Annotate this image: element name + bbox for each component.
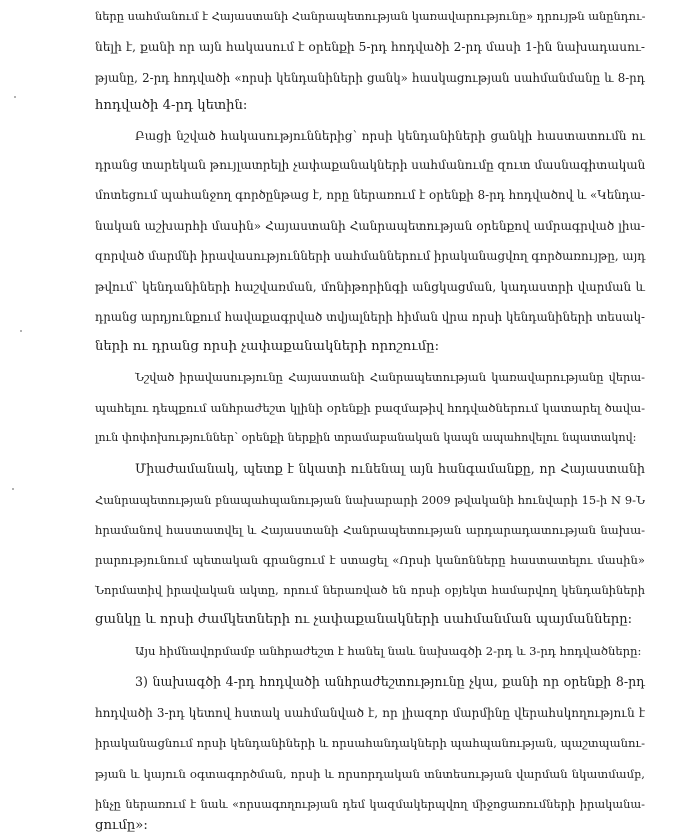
text-line: ների ու դրանց որսի չափաքանակների որոշումը: xyxy=(95,339,440,354)
text-line: ցումը»: xyxy=(95,818,148,833)
text-line: թվում՝ կենդանիների հաշվառման, մոնիթորինգի անցկացման, կադաստրի վարման և xyxy=(95,280,645,294)
scan-speck xyxy=(20,330,22,332)
paragraph-first-line: Նշված իրավասությունը Հայաստանի Հանրապետության կառավարությանը վերա- xyxy=(135,370,645,384)
paragraph-first-line: Միաժամանակ, պետք է նկատի ունենալ այն հանգամանքը, որ Հայաստանի xyxy=(135,461,645,476)
text-line: լուն փոփոխություններ՝ օրենքի ներքին տրամաբանական կապն ապահովելու նպատակով: xyxy=(95,431,637,444)
scan-speck xyxy=(12,488,14,490)
text-line: զորված մարմնի իրավասությունների սահմաններում իրականացվող գործառույթը, այդ xyxy=(95,249,646,263)
text-line: նական աշխարհի մասին» Հայաստանի Հանրապետության օրենքով ամրագրված լիա- xyxy=(95,219,645,233)
text-line: պահելու դեպքում անհրաժեշտ կլինի օրենքի բազմաթիվ հոդվածներում կատարել ծավա- xyxy=(95,401,645,415)
text-line: հրամանով հաստատվել և Հայաստանի Հանրապետության արդարադատության նախա- xyxy=(95,523,645,537)
paragraph-single-line: Այս հիմնավորմամբ անհրաժեշտ է հանել նաև նախագծի 2-րդ և 3-րդ հոդվածները: xyxy=(135,644,642,658)
text-line: Նորմատիվ իրավական ակտը, որում ներառված են որսի օբյեկտ համարվող կենդանիների xyxy=(95,583,645,597)
text-line: րարությունում պետական գրանցում է ստացել «Որսի կանոնները հաստատելու մասին» xyxy=(95,553,645,567)
text-line: մոտեցում պահանջող գործընթաց է, որը ներառում է օրենքի 8-րդ հոդվածով և «Կենդա- xyxy=(95,188,645,202)
text-line: հոդվածի 3-րդ կետով հստակ սահմանված է, որ լիազոր մարմինը վերահսկողություն է xyxy=(95,706,645,720)
text-line: նելի է, քանի որ այն հակասում է օրենքի 5-րդ հոդվածի 2-րդ մասի 1-ին նախադասու- xyxy=(95,40,645,54)
text-line: ինչը ներառում է նաև «որսագողության դեմ կազմակերպվող միջոցառումների իրականա- xyxy=(95,797,645,811)
text-line: Հանրապետության բնապահպանության նախարարի 2009 թվականի հունվարի 15-ի N 9-Ն xyxy=(95,493,645,507)
text-line: ցանկը և որսի ժամկետների ու չափաքանակների սահմանման պայմանները: xyxy=(95,612,633,627)
text-line: ները սահմանում է Հայաստանի Հանրապետության կառավարությունը» դրույթն անընդու- xyxy=(95,9,646,23)
text-line: հոդվածի 4-րդ կետին: xyxy=(95,98,248,113)
scan-speck xyxy=(14,96,16,98)
text-line: դրանց արդյունքում հավաքագրված տվյալների հիման վրա որսի կենդանիների տեսակ- xyxy=(95,310,645,324)
text-line: իրականացնում որսի կենդանիների և որսահանդակների պահպանության, պաշտպանու- xyxy=(95,736,645,750)
paragraph-first-line: 3) նախագծի 4-րդ հոդվածի անհրաժեշտությունը չկա, քանի որ օրենքի 8-րդ xyxy=(135,674,645,689)
text-line: դրանց տարեկան թույլատրելի չափաքանակների սահմանումը զուտ մասնագիտական xyxy=(95,158,646,172)
paragraph-first-line: Բացի նշված հակասություններից՝ որսի կենդանիների ցանկի հաստատումն ու xyxy=(135,129,645,143)
text-line: թյան և կայուն օգտագործման, որսի և որսորդական տնտեսության վարման նկատմամբ, xyxy=(95,767,645,781)
text-line: թյանը, 2-րդ հոդվածի «որսի կենդանիների ցանկ» հասկացության սահմանմանը և 8-րդ xyxy=(95,71,645,85)
